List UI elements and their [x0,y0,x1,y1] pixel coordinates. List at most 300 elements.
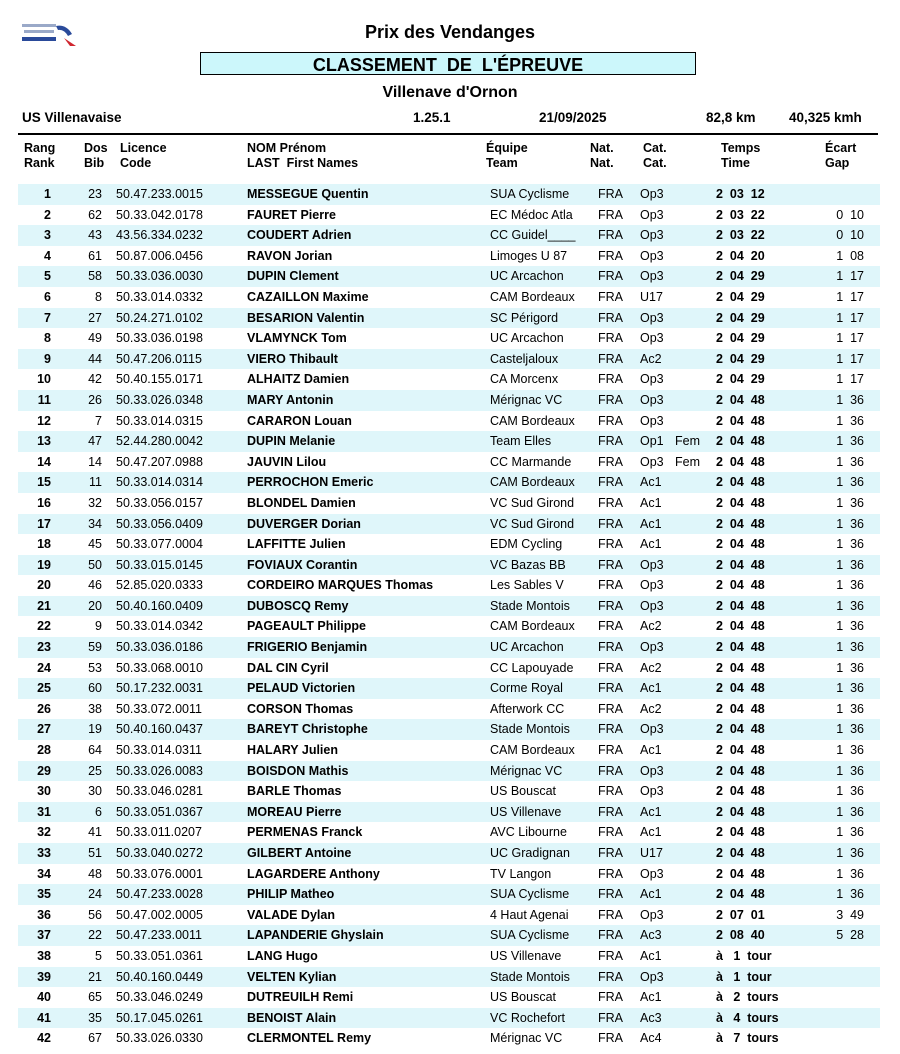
time-cell: 2 04 29 [716,372,765,387]
licence-cell: 52.44.280.0042 [116,434,203,449]
nationality-cell: FRA [598,846,623,860]
gap-cell: 1 17 [836,269,864,284]
team-cell: AVC Libourne [490,825,567,840]
nationality-cell: FRA [598,763,623,778]
table-row [18,740,880,761]
time-cell: 2 04 48 [716,557,765,572]
rider-name-cell: DUVERGER Dorian [247,516,361,531]
category-cell: Op1 [640,434,664,449]
gap-cell: 1 36 [836,846,864,860]
rank-cell: 12 [37,413,51,428]
team-cell: EDM Cycling [490,537,563,552]
bib-cell: 24 [88,887,102,902]
licence-cell: 50.47.233.0015 [116,187,203,201]
gap-cell: 1 36 [836,681,864,696]
category-cell: Ac2 [640,351,662,366]
gap-cell: 1 36 [836,495,864,510]
table-row [18,369,880,390]
team-cell: TV Langon [490,866,552,881]
time-cell: 2 07 01 [716,907,765,922]
rank-cell: 33 [37,846,51,860]
rider-name-cell: VIERO Thibault [247,351,338,366]
nationality-cell: FRA [598,516,623,531]
rider-name-cell: VLAMYNCK Tom [247,331,347,346]
table-row [18,905,880,926]
team-cell: UC Arcachon [490,269,564,284]
bib-cell: 47 [88,434,102,449]
category-cell: Op3 [640,557,664,572]
nationality-cell: FRA [598,1010,623,1025]
rider-name-cell: MARY Antonin [247,392,334,407]
rider-name-cell: VALADE Dylan [247,907,335,922]
table-row [18,616,880,637]
licence-cell: 50.40.155.0171 [116,372,203,387]
bib-cell: 9 [95,619,102,634]
rider-name-cell: LAPANDERIE Ghyslain [247,928,384,943]
nationality-cell: FRA [598,887,623,902]
nationality-cell: FRA [598,392,623,407]
licence-cell: 50.33.072.0011 [116,701,202,716]
rider-name-cell: BOISDON Mathis [247,763,349,778]
header-time: Temps Time [721,141,761,170]
nationality-cell: FRA [598,495,623,510]
rank-cell: 19 [37,557,51,572]
team-cell: SUA Cyclisme [490,887,570,902]
bib-cell: 38 [88,701,102,716]
rider-name-cell: LAFFITTE Julien [247,537,346,552]
bib-cell: 61 [88,248,102,263]
category-cell: Ac2 [640,660,662,675]
time-cell: 2 04 48 [716,887,765,902]
bib-cell: 44 [88,351,102,366]
rank-cell: 40 [37,990,51,1005]
nationality-cell: FRA [598,578,623,593]
category-cell: Op3 [640,763,664,778]
rank-cell: 4 [44,248,51,263]
bib-cell: 22 [88,928,102,943]
time-cell: à 7 tours [716,1031,779,1046]
team-cell: SC Périgord [490,310,559,325]
time-cell: 2 04 48 [716,660,765,675]
bib-cell: 43 [88,228,102,243]
team-cell: EC Médoc Atla [490,207,573,222]
licence-cell: 50.33.056.0409 [116,516,203,531]
rank-cell: 29 [37,763,51,778]
bib-cell: 60 [88,681,102,696]
table-row [18,1028,880,1049]
licence-cell: 50.17.045.0261 [116,1010,203,1025]
gap-cell: 1 36 [836,557,864,572]
nationality-cell: FRA [598,331,623,346]
time-cell: 2 04 48 [716,454,765,469]
team-cell: Mérignac VC [490,1031,563,1046]
licence-cell: 50.33.014.0311 [116,743,202,758]
licence-cell: 50.33.077.0004 [116,537,203,552]
category-cell: Ac1 [640,537,662,552]
category-cell: Ac1 [640,804,662,819]
rider-name-cell: HALARY Julien [247,743,338,758]
time-cell: à 2 tours [716,990,779,1005]
rank-cell: 32 [37,825,51,840]
rank-cell: 24 [37,660,51,675]
licence-cell: 50.33.040.0272 [116,846,203,860]
header-category: Cat. Cat. [643,141,667,170]
rank-cell: 36 [37,907,51,922]
category-cell: Op3 [640,248,664,263]
nationality-cell: FRA [598,804,623,819]
table-row [18,411,880,432]
nationality-cell: FRA [598,475,623,490]
category-cell: Op3 [640,331,664,346]
bib-cell: 64 [88,743,102,758]
bib-cell: 23 [88,187,102,201]
category-cell: Op3 [640,969,664,984]
category-cell: Ac1 [640,887,662,902]
nationality-cell: FRA [598,187,623,201]
version-number: 1.25.1 [413,110,451,125]
table-row [18,349,880,370]
bib-cell: 27 [88,310,102,325]
licence-cell: 50.33.036.0186 [116,640,203,655]
rider-name-cell: RAVON Jorian [247,248,333,263]
gap-cell: 1 36 [836,598,864,613]
category-cell: Op3 [640,598,664,613]
time-cell: 2 04 48 [716,804,765,819]
licence-cell: 50.47.002.0005 [116,907,203,922]
category-cell: Op3 [640,578,664,593]
rider-name-cell: BENOIST Alain [247,1010,337,1025]
rank-cell: 2 [44,207,51,222]
nationality-cell: FRA [598,866,623,881]
nationality-cell: FRA [598,310,623,325]
team-cell: Stade Montois [490,722,570,737]
licence-cell: 50.33.036.0030 [116,269,203,284]
header-name: NOM Prénom LAST First Names [247,141,359,170]
time-cell: 2 04 29 [716,310,765,325]
nationality-cell: FRA [598,619,623,634]
rank-cell: 31 [37,804,51,819]
rider-name-cell: MOREAU Pierre [247,804,342,819]
gap-cell: 1 36 [836,722,864,737]
table-row [18,493,880,514]
nationality-cell: FRA [598,990,623,1005]
rider-name-cell: VELTEN Kylian [247,969,337,984]
licence-cell: 50.33.014.0332 [116,289,203,304]
team-cell: Stade Montois [490,969,570,984]
licence-cell: 50.33.056.0157 [116,495,203,510]
licence-cell: 50.33.014.0315 [116,413,203,428]
category-cell: Ac1 [640,495,662,510]
nationality-cell: FRA [598,228,623,243]
table-row [18,843,880,864]
gap-cell: 1 36 [836,763,864,778]
rank-cell: 13 [37,434,51,449]
bib-cell: 41 [88,825,102,840]
licence-cell: 50.33.046.0281 [116,784,203,799]
rider-name-cell: DUTREUILH Remi [247,990,354,1005]
licence-cell: 50.33.076.0001 [116,866,203,881]
team-cell: UC Arcachon [490,640,564,655]
time-cell: à 1 tour [716,969,772,984]
team-cell: CC Guidel____ [490,228,576,243]
bib-cell: 11 [89,475,102,490]
rank-cell: 10 [37,372,51,387]
category-cell: Ac1 [640,948,662,963]
category-cell: Ac1 [640,475,662,490]
time-cell: 2 04 48 [716,516,765,531]
team-cell: Mérignac VC [490,763,563,778]
time-cell: 2 04 48 [716,763,765,778]
gap-cell: 3 49 [836,907,864,922]
bib-cell: 20 [88,598,102,613]
table-row [18,555,880,576]
bib-cell: 67 [88,1031,102,1046]
rank-cell: 18 [37,537,51,552]
team-cell: Team Elles [490,434,552,449]
team-cell: CA Morcenx [490,372,559,387]
table-row [18,658,880,679]
header-divider [18,133,878,135]
bib-cell: 35 [88,1010,102,1025]
category-cell: Op3 [640,207,664,222]
header-licence: Licence Code [120,141,167,170]
rider-name-cell: CAZAILLON Maxime [247,289,369,304]
average-speed: 40,325 kmh [789,110,862,125]
table-row [18,328,880,349]
time-cell: 2 04 48 [716,743,765,758]
rider-name-cell: ALHAITZ Damien [247,372,350,387]
rider-name-cell: BESARION Valentin [247,310,365,325]
team-cell: VC Sud Girond [490,516,575,531]
team-cell: 4 Haut Agenai [490,907,569,922]
rank-cell: 14 [37,454,51,469]
bib-cell: 45 [88,537,102,552]
bib-cell: 14 [88,454,102,469]
licence-cell: 52.85.020.0333 [116,578,203,593]
gap-cell: 1 36 [836,516,864,531]
licence-cell: 50.33.026.0330 [116,1031,203,1046]
licence-cell: 50.33.015.0145 [116,557,203,572]
gap-cell: 1 36 [836,454,864,469]
category-cell: Op3 [640,640,664,655]
team-cell: Corme Royal [490,681,563,696]
rider-name-cell: BLONDEL Damien [247,495,356,510]
rank-cell: 28 [37,743,51,758]
time-cell: à 1 tour [716,948,772,963]
category-cell: Ac1 [640,516,662,531]
rank-cell: 42 [37,1031,51,1046]
licence-cell: 50.40.160.0449 [116,969,203,984]
rider-name-cell: DUPIN Clement [247,269,339,284]
team-cell: Stade Montois [490,598,570,613]
rank-cell: 16 [37,495,51,510]
header-gap: Écart Gap [825,141,857,170]
nationality-cell: FRA [598,722,623,737]
licence-cell: 50.33.014.0342 [116,619,203,634]
rider-name-cell: FOVIAUX Corantin [247,557,358,572]
rank-cell: 41 [37,1010,51,1025]
licence-cell: 50.47.233.0028 [116,887,203,902]
category-cell: Op3 [640,866,664,881]
header-rank: Rang Rank [24,141,56,170]
nationality-cell: FRA [598,413,623,428]
licence-cell: 50.33.014.0314 [116,475,203,490]
gap-cell: 1 36 [836,578,864,593]
category-cell: Ac4 [640,1031,662,1046]
bib-cell: 49 [88,331,102,346]
rider-name-cell: BAREYT Christophe [247,722,368,737]
nationality-cell: FRA [598,372,623,387]
rider-name-cell: GILBERT Antoine [247,846,352,860]
header-team: Équipe Team [486,141,528,170]
licence-cell: 50.33.026.0083 [116,763,203,778]
table-row [18,637,880,658]
team-cell: VC Sud Girond [490,495,575,510]
category-cell: Op3 [640,269,664,284]
table-row [18,452,880,473]
gap-cell: 1 17 [836,331,864,346]
category-cell: Op3 [640,784,664,799]
time-cell: 2 04 48 [716,475,765,490]
category-cell: Ac1 [640,681,662,696]
table-row [18,225,880,246]
rider-name-cell: LAGARDERE Anthony [247,866,380,881]
page-title: Prix des Vendanges [364,22,536,42]
time-cell: 2 04 48 [716,578,765,593]
category-cell: Op3 [640,413,664,428]
bib-cell: 51 [88,846,102,860]
licence-cell: 50.17.232.0031 [116,681,203,696]
rider-name-cell: CLERMONTEL Remy [247,1031,372,1046]
team-cell: UC Gradignan [490,846,570,860]
rider-name-cell: PELAUD Victorien [247,681,356,696]
table-row [18,431,880,452]
table-row [18,925,880,946]
time-cell: 2 04 29 [716,289,765,304]
bib-cell: 65 [88,990,102,1005]
rider-name-cell: PERROCHON Emeric [247,475,374,490]
time-cell: 2 04 29 [716,269,765,284]
table-row [18,472,880,493]
licence-cell: 50.33.051.0367 [116,804,203,819]
race-distance: 82,8 km [706,110,756,125]
time-cell: 2 04 48 [716,701,765,716]
time-cell: 2 04 48 [716,640,765,655]
gap-cell: 1 36 [836,784,864,799]
rider-name-cell: PHILIP Matheo [247,887,335,902]
gap-cell: 1 36 [836,866,864,881]
nationality-cell: FRA [598,537,623,552]
rider-name-cell: MESSEGUE Quentin [247,187,369,201]
category-cell: Ac1 [640,743,662,758]
nationality-cell: FRA [598,784,623,799]
rider-name-cell: DUBOSCQ Remy [247,598,349,613]
table-row [18,719,880,740]
gap-cell: 1 36 [836,413,864,428]
category-cell: Ac1 [640,990,662,1005]
bib-cell: 25 [88,763,102,778]
licence-cell: 50.33.046.0249 [116,990,203,1005]
gap-cell: 1 36 [836,619,864,634]
rank-cell: 7 [44,310,51,325]
table-row [18,575,880,596]
gap-cell: 1 36 [836,660,864,675]
team-cell: Les Sables V [490,578,564,593]
time-cell: 2 04 48 [716,392,765,407]
rank-cell: 22 [37,619,51,634]
category-cell: Op3 [640,454,664,469]
nationality-cell: FRA [598,743,623,758]
bib-cell: 21 [88,969,102,984]
gender-cell: Fem [675,434,700,449]
category-cell: Op3 [640,392,664,407]
gap-cell: 1 36 [836,537,864,552]
team-cell: CC Lapouyade [490,660,574,675]
licence-cell: 50.33.068.0010 [116,660,203,675]
team-cell: VC Rochefort [490,1010,566,1025]
team-cell: Mérignac VC [490,392,563,407]
nationality-cell: FRA [598,928,623,943]
bib-cell: 30 [88,784,102,799]
nationality-cell: FRA [598,289,623,304]
category-cell: Ac3 [640,1010,662,1025]
table-row [18,596,880,617]
licence-cell: 50.33.051.0361 [116,948,203,963]
gap-cell: 1 17 [836,351,864,366]
results-table [18,184,880,1049]
category-cell: U17 [640,289,663,304]
nationality-cell: FRA [598,454,623,469]
gap-cell: 0 10 [836,207,864,222]
nationality-cell: FRA [598,701,623,716]
team-cell: US Villenave [490,804,562,819]
table-row [18,987,880,1008]
team-cell: SUA Cyclisme [490,187,570,201]
rider-name-cell: LANG Hugo [247,948,318,963]
gap-cell: 1 08 [836,248,864,263]
header-bib: Dos Bib [84,141,108,170]
rank-cell: 17 [37,516,51,531]
gap-cell: 1 36 [836,640,864,655]
rank-cell: 1 [44,187,51,201]
rider-name-cell: COUDERT Adrien [247,228,352,243]
bib-cell: 48 [88,866,102,881]
rank-cell: 30 [37,784,51,799]
rank-cell: 37 [37,928,51,943]
time-cell: 2 04 48 [716,784,765,799]
team-cell: CC Marmande [490,454,572,469]
table-row [18,822,880,843]
table-row [18,761,880,782]
category-cell: Op3 [640,228,664,243]
race-date: 21/09/2025 [539,110,607,125]
table-row [18,946,880,967]
gap-cell: 1 17 [836,372,864,387]
team-cell: VC Bazas BB [490,557,566,572]
time-cell: 2 04 48 [716,537,765,552]
gap-cell: 1 17 [836,289,864,304]
rider-name-cell: BARLE Thomas [247,784,342,799]
licence-cell: 50.47.207.0988 [116,454,203,469]
team-cell: UC Arcachon [490,331,564,346]
bib-cell: 5 [95,948,102,963]
rank-cell: 15 [37,475,51,490]
team-cell: CAM Bordeaux [490,413,575,428]
table-row [18,678,880,699]
header-nationality: Nat. Nat. [590,141,614,170]
time-cell: 2 04 48 [716,495,765,510]
licence-cell: 50.33.011.0207 [116,825,202,840]
